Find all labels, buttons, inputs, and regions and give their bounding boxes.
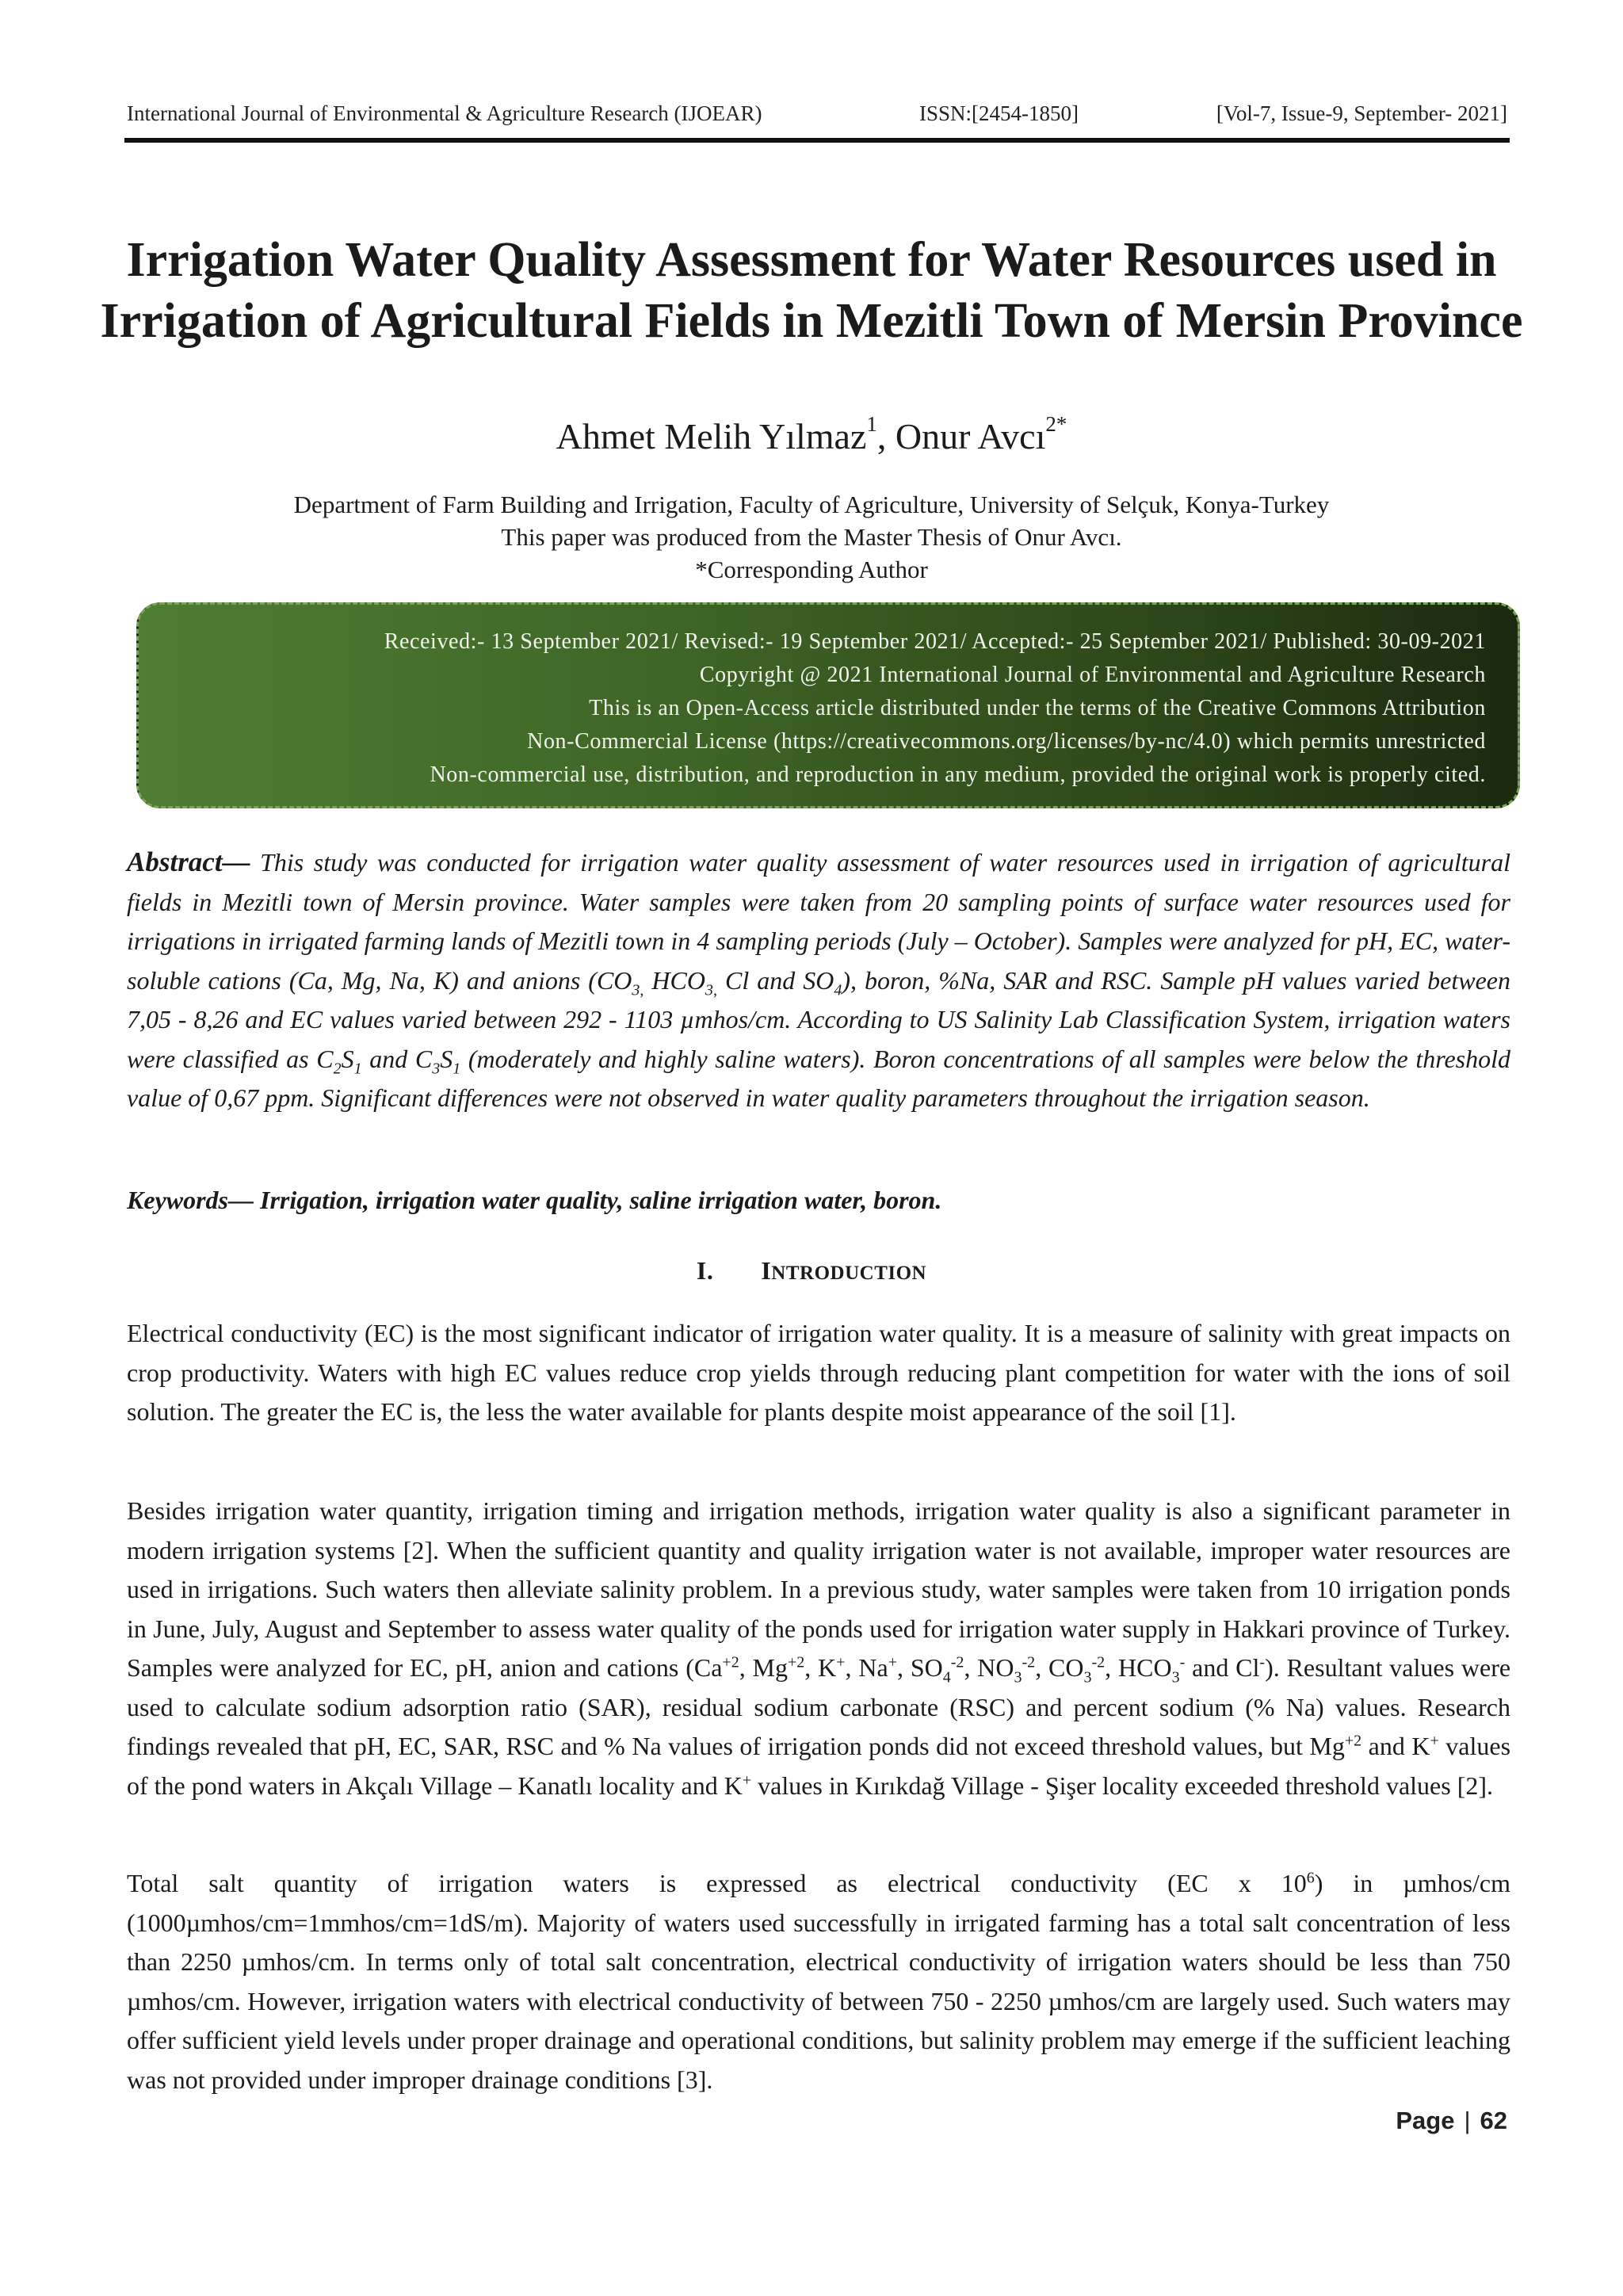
abstract-text: and C [361,1044,433,1073]
text-run: , HCO [1105,1653,1172,1682]
text-run: Total salt quantity of irrigation waters is expressed as electrical conductivity (EC x 10 [127,1869,1307,1897]
author-name: Onur Avcı [895,416,1046,457]
section-title [761,1256,926,1285]
page-footer [1396,2107,1507,2135]
text-run: Besides irrigation water quantity, irrigation timing and irrigation methods, irrigation water quality is also a significant parameter in modern irrigation systems [2]. When the sufficient quantity and quality irrigation water is not available, improper water resources are used in irrigations. Such waters then alleviate salinity problem. In a previous study, water samples were taken from 10 irrigation ponds in June, July, August and September to assess water quality of the ponds used for irrigation water supply in Hakkari province of Turkey. Samples were analyzed for EC, pH, anion and cations (Ca [127,1496,1510,1682]
section-number: I. [696,1256,714,1285]
superscript: - [1259,1653,1266,1671]
superscript: - [1179,1653,1186,1671]
department: Department of Farm Building and Irrigation, Faculty of Agriculture, University of Selçuk, Konya-Turkey [293,491,1330,518]
paragraph [127,1864,1510,2099]
paper-title: Irrigation Water Quality Assessment for Water Resources used in Irrigation of Agricultural Fields in Mezitli Town of Mersin Province [100,233,1523,348]
superscript: + [836,1653,846,1671]
text-run: , SO [897,1653,943,1682]
keywords [127,1181,1510,1221]
superscript: + [742,1771,752,1789]
license-line: Non-commercial use, distribution, and reproduction in any medium, provided the original work is properly cited. [430,762,1486,787]
issn: ISSN:[2454-1850] [919,101,1079,125]
subscript: 4 [942,1668,951,1687]
text-run: , K [804,1653,837,1682]
superscript: +2 [1344,1732,1362,1750]
paragraph [127,1492,1510,1805]
paragraph: Electrical conductivity (EC) is the most significant indicator of irrigation water quality. It is a measure of salinity with great impacts on crop productivity. Waters with high EC values reduce crop yields through reducing plant competition for water with the ions of soil solution. The greater the EC is, the less the water available for plants despite moist appearance of the soil [1]. [127,1319,1510,1426]
subscript: 4 [834,980,842,999]
page-separator: | [1464,2107,1471,2134]
text-run: , Mg [739,1653,789,1682]
subscript: 3 [1083,1668,1092,1687]
running-header [127,101,1507,133]
page-number: 62 [1480,2107,1507,2134]
subscript: 3 [432,1059,441,1077]
superscript: + [888,1653,897,1671]
superscript: -2 [1091,1653,1106,1671]
abstract-text: (moderately and highly saline waters). Boron concentrations of all samples were below the threshold value of 0,67 ppm. Significant differences were not observed in water quality parameters throughout the irrigation season. [127,1044,1511,1112]
superscript: -2 [1022,1653,1036,1671]
affiliation-block [0,488,1623,586]
abstract-text: S [341,1044,354,1073]
abstract-text: ), boron, %Na, SAR and RSC. Sample pH values varied between 7,05 - 8,26 and EC values varied between 292 - 1103 µmhos/cm. According to US Salinity Lab Classification System, irrigation waters were classified as C [127,965,1511,1073]
superscript: +2 [788,1653,805,1671]
subscript: 3, [632,980,644,999]
text-run: , CO [1035,1653,1084,1682]
text-run: ). Resultant values were used to calculate sodium adsorption ratio (SAR), residual sodium carbonate (RSC) and percent sodium (% Na) values. Research findings revealed that pH, EC, SAR, RSC and % Na values of irrigation ponds did not exceed threshold values, but Mg [127,1653,1511,1760]
corresponding-author: *Corresponding Author [695,556,928,583]
authors [0,412,1623,457]
abstract-text: This study was conducted for irrigation water quality assessment of water resources used in irrigation of agricultural fields in Mezitli town of Mersin province. Water samples were taken from 20 sampling points of surface water resources used for irrigations in irrigated farming lands of Mezitli town in 4 sampling periods (July – October). Samples were analyzed for pH, EC, water-soluble cations (Ca, Mg, Na, K) and anions (CO [127,848,1510,995]
text-run: and K [1361,1732,1430,1760]
page-label: Page [1396,2107,1455,2134]
subscript: 3 [1014,1668,1022,1687]
section-title-rest: NTRODUCTION [771,1263,927,1284]
author-affiliation-marker: 1 [866,412,877,436]
subscript: 2 [333,1059,342,1077]
license-line: This is an Open-Access article distributed under the terms of the Creative Commons Attribution [589,696,1486,720]
superscript: + [1430,1732,1439,1750]
dates-line: Received:- 13 September 2021/ Revised:- 19 September 2021/ Accepted:- 25 September 2021/ Published: 30-09-2021 [384,629,1486,654]
text-run: ) in µmhos/cm (1000µmhos/cm=1mmhos/cm=1dS/m). Majority of waters used successfully in irrigated farming has a total salt concentration of less than 2250 µmhos/cm. In terms only of total salt concentration, electrical conductivity of irrigation waters should be less than 750 µmhos/cm. However, irrigation waters with electrical conductivity of between 750 - 2250 µmhos/cm are largely used. Such waters may offer sufficient yield levels under proper drainage and operational conditions, but salinity problem may emerge if the sufficient leaching was not provided under improper drainage conditions [3]. [127,1869,1511,2094]
section-heading-introduction [0,1256,1623,1286]
header-rule [124,138,1510,143]
superscript: +2 [722,1653,739,1671]
text-run: and Cl [1185,1653,1260,1682]
superscript: 6 [1306,1869,1315,1887]
author-affiliation-marker: 2* [1045,412,1067,436]
publication-info-banner [136,602,1520,808]
subscript: 3 [1171,1668,1180,1687]
text-run: values of the pond waters in Akçalı Village – Kanatlı locality and K [127,1732,1511,1800]
volume-issue: [Vol-7, Issue-9, September- 2021] [1216,101,1507,125]
thesis-note: This paper was produced from the Master Thesis of Onur Avcı. [501,523,1122,551]
text-run: , NO [964,1653,1014,1682]
author-separator: , [876,416,896,457]
subscript: 1 [453,1059,461,1077]
license-line: Non-Commercial License (https://creativecommons.org/licenses/by-nc/4.0) which permits unrestricted [527,729,1486,754]
copyright-line: Copyright @ 2021 International Journal of Environmental and Agriculture Research [699,663,1486,687]
subscript: 3, [705,980,717,999]
abstract-text: HCO [643,965,705,995]
author-name: Ahmet Melih Yılmaz [556,416,867,457]
superscript: -2 [950,1653,964,1671]
text-run: values in Kırıkdağ Village - Şişer locality exceeded threshold values [2]. [751,1771,1493,1800]
abstract-text: Cl and SO [716,965,834,995]
abstract-text: S [440,1044,453,1073]
section-title-initial: I [761,1256,772,1285]
keywords-text: Irrigation, irrigation water quality, saline irrigation water, boron. [254,1186,942,1214]
abstract [127,842,1510,1118]
keywords-label: Keywords— [127,1186,254,1214]
text-run: , Na [845,1653,888,1682]
subscript: 1 [353,1059,362,1077]
abstract-label: Abstract— [127,846,250,877]
journal-name: International Journal of Environmental & Agriculture Research (IJOEAR) [127,101,762,125]
